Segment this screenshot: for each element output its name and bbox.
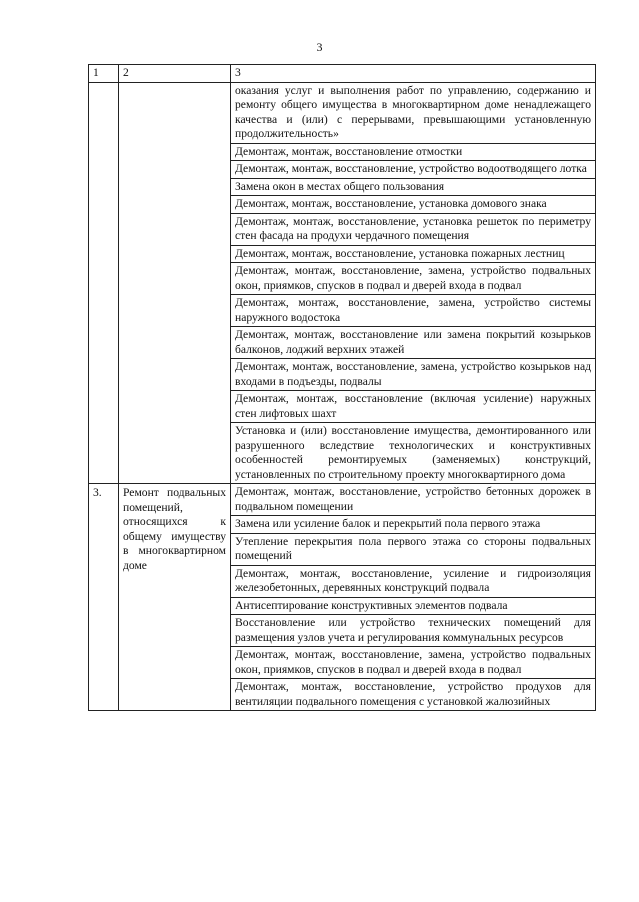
header-cell-1: 1	[89, 65, 119, 83]
work-item: Антисептирование конструктивных элементов подвала	[231, 597, 596, 615]
work-item: Демонтаж, монтаж, восстановление или замена покрытий козырьков балконов, лоджий верхних этажей	[231, 327, 596, 359]
header-cell-2: 2	[119, 65, 231, 83]
work-item: Демонтаж, монтаж, восстановление, замена, устройство подвальных окон, приямков, спусков в подвал и дверей входа в подвал	[231, 263, 596, 295]
work-item: Демонтаж, монтаж, восстановление, устройство продухов для вентиляции подвального помещения с установкой жалюзийных	[231, 679, 596, 711]
work-item: Замена или усиление балок и перекрытий пола первого этажа	[231, 516, 596, 534]
work-item: Демонтаж, монтаж, восстановление, устройство бетонных дорожек в подвальном помещении	[231, 484, 596, 516]
work-item: Демонтаж, монтаж, восстановление, устройство водоотводящего лотка	[231, 161, 596, 179]
work-item: Демонтаж, монтаж, восстановление, установка решеток по периметру стен фасада на продухи чердачного помещения	[231, 213, 596, 245]
work-item: Демонтаж, монтаж, восстановление отмостки	[231, 143, 596, 161]
work-item: Демонтаж, монтаж, восстановление, усиление и гидроизоляция железобетонных, деревянных конструкций подвала	[231, 565, 596, 597]
header-row	[89, 65, 596, 83]
section-2-name-cell	[119, 82, 231, 484]
work-item: Демонтаж, монтаж, восстановление (включая усиление) наружных стен лифтовых шахт	[231, 391, 596, 423]
work-item: Установка и (или) восстановление имущества, демонтированного или разрушенного вследствие технологических и конструктивных особенностей ремонтируемых (заменяемых) конструкций, установленных по строительному проекту многоквартирного дома	[231, 423, 596, 484]
work-item: Демонтаж, монтаж, восстановление, установка домового знака	[231, 196, 596, 214]
table-row	[89, 484, 596, 516]
work-item: Демонтаж, монтаж, восстановление, установка пожарных лестниц	[231, 245, 596, 263]
page-number: 3	[316, 40, 323, 54]
header-cell-3: 3	[231, 65, 596, 83]
work-item: Восстановление или устройство технических помещений для размещения узлов учета и регулирования коммунальных ресурсов	[231, 615, 596, 647]
work-item: Замена окон в местах общего пользования	[231, 178, 596, 196]
table-row	[89, 82, 596, 143]
section-2-number-cell	[89, 82, 119, 484]
work-item: Утепление перекрытия пола первого этажа со стороны подвальных помещений	[231, 533, 596, 565]
works-table	[88, 64, 596, 711]
section-3-name: Ремонт подвальных помещений, относящихся к общему имуществу в многоквартирном доме	[119, 484, 231, 711]
work-item: оказания услуг и выполнения работ по управлению, содержанию и ремонту общего имущества в многоквартирном доме ненадлежащего качества и (или) с перерывами, превышающими установленную продолжительность»	[231, 82, 596, 143]
section-3-number: 3.	[89, 484, 119, 711]
work-item: Демонтаж, монтаж, восстановление, замена, устройство козырьков над входами в подъезды, подвалы	[231, 359, 596, 391]
work-item: Демонтаж, монтаж, восстановление, замена, устройство подвальных окон, приямков, спусков в подвал и дверей входа в подвал	[231, 647, 596, 679]
work-item: Демонтаж, монтаж, восстановление, замена, устройство системы наружного водостока	[231, 295, 596, 327]
